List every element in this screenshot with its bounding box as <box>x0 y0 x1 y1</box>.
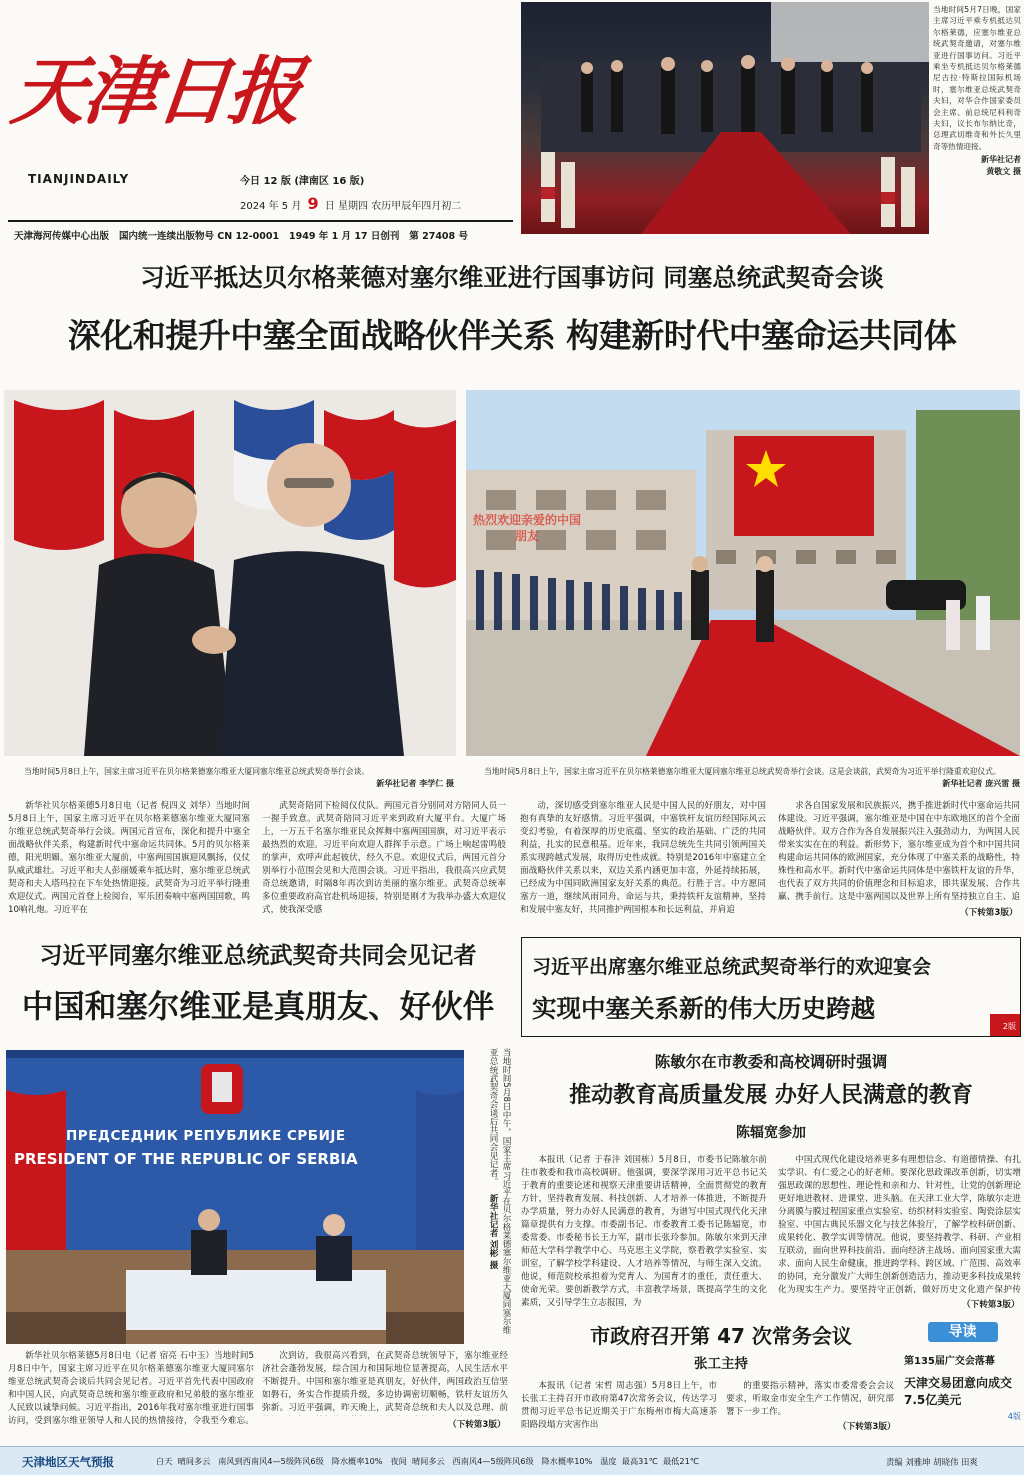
press-caption-text: 当地时间5月8日中午，国家主席习近平在贝尔格莱德塞尔维亚大厦同塞尔维亚总统武契奇会谈后共同会见记者。 <box>488 1048 511 1335</box>
airport-arrival-photo <box>521 2 929 234</box>
airport-scene-illustration <box>521 2 929 234</box>
banquet-headline-main: 实现中塞关系新的伟大历史跨越 <box>532 994 875 1023</box>
handshake-illustration <box>4 390 456 756</box>
date-suffix: 日 星期四 农历甲辰年四月初二 <box>324 201 462 212</box>
lead-headline-primary: 习近平抵达贝尔格莱德对塞尔维亚进行国事访问 同塞总统武契奇会谈 <box>140 263 884 292</box>
council-continued: （下转第3版） <box>838 1422 896 1432</box>
ceremony-caption <box>484 766 1020 790</box>
lead-article-col-4: 求各自国家发展和民族振兴，携手推进新时代中塞命运共同体建设。习近平强调，塞尔维亚是中国在中东欧地区的首个全面战略伙伴。双方合作为各自发展振兴注入强劲动力，为两国人民带来实实在在的利益。新形势下，塞尔维亚成为首个和中国共同构建命运共同体的欧洲国家，充分体现了中塞关系的战略性，特殊性和高水平。新时代中塞命运共同体是中塞铁杆友谊的升华，也代表了双方共同的价值理念和目标追求，即共谋发展、合作共赢、携手前行。这是中塞两国以及世界上所有坚持独立自主、追 <box>778 801 1020 902</box>
handshake-caption-text: 当地时间5月8日上午，国家主席习近平在贝尔格莱德塞尔维亚大厦同塞尔维亚总统武契奇举行会谈。 <box>24 767 370 776</box>
weather-text: 白天 晴间多云 南风到西南风4—5级阵风6级 降水概率10% 夜间 晴间多云 西南风4—5级阵风6级 降水概率10% 温度 最高31℃ 最低21℃ <box>156 1456 699 1466</box>
weather-bar <box>0 1446 1024 1475</box>
education-col-2: 中国式现代化建设培养更多有理想信念、有道德情操、有扎实学识、有仁爱之心的好老师。要深化思政课改革创新，切实增强思政课的思想性、理论性和亲和力、针对性，让党的创新理论更好地进教材、进课堂、进头脑。在天津工业大学，陈敏尔走进分离膜与膜过程国家重点实验室、纺织材料实验室、陶瓷涂层实验室、中国古典民乐器文化与技艺体验厅，了解学校科研创新、成果转化、教学实训等情况。他说，要坚持教学、科研、产业相互联动，面向世界科技前沿、面向经济主战场、面向国家重大需求、面向人民生命健康，推进跨学科、跨区域、广范围、高效率的协同，充分激发广大师生创新创造活力，推动更多科技成果转化为现实生产力。要坚持守正创新，做好历史文化遗产保护传 <box>778 1155 1021 1295</box>
cn-number: 国内统一连续出版物号 CN 12-0001 <box>118 231 280 242</box>
publisher: 天津海河传媒中心出版 <box>14 231 110 242</box>
council-col-2: 的重要指示精神，落实市委常委会会议要求，听取金市安全生产工作情况，研究部署下一步工作。 <box>726 1381 894 1417</box>
date-day: 9 <box>307 194 319 213</box>
airport-credit-org: 新华社记者 <box>981 155 1021 165</box>
education-col-1: 本报讯（记者 于春沣 刘国栋）5月8日，市委书记陈敏尔前往市教委和我市高校调研。他强调，要深学深用习近平总书记关于教育的重要论述和视察天津重要讲话精神，全面贯彻党的教育方针，坚持教育发展、科技创新、人才培养一体推进，不断提升办学质量，努力办好人民满意的教育，为谱写中国式现代化天津篇章提供有力支撑。市委副书记、市委教育工委书记陈辐宽，市委常委、市委秘书长王力军，副市长张玲参加。陈敏尔来到天津师范大学科学教学中心、马克思主义学院，察看教学实验室、实训室，了解学校学科建设、人才培养等情况，与师生深入交流。他说，师范院校承担着为党育人、为国育才的重任，责任重大、使命光荣。要创新教学方式，丰富教学场景，既提高学生的文化素质，又引导学生立志报国，为 <box>521 1155 767 1308</box>
airport-credit-name: 黄敬文 摄 <box>986 167 1021 177</box>
handshake-caption <box>24 766 454 790</box>
council-col-1: 本报讯（记者 宋哲 周志强）5月8日上午，市长张工主持召开市政府第47次常务会议，传达学习贯彻习近平总书记近期关于广东梅州市梅大高速茶阳路段塌方灾害作出 <box>521 1381 717 1430</box>
press-sign-cyrillic: ПРЕДСЕДНИК РЕПУБЛИКЕ СРБИЈЕ <box>66 1128 346 1144</box>
publication-info <box>14 228 468 242</box>
issue-number: 第 27408 号 <box>409 231 468 242</box>
press-photo-caption <box>470 1048 512 1340</box>
airport-caption-text: 当地时间5月7日晚，国家主席习近平乘专机抵达贝尔格莱德，应塞尔维亚总统武契奇邀请，对塞尔维亚进行国事访问。习近平乘坐专机抵达贝尔格莱德尼古拉·特斯拉国际机场时，塞尔维亚总统武契奇夫妇，对华合作国家委员会主席、前总统尼科利奇夫妇，议长布尔纳比奇，总理武切维奇和外长久里奇等热情迎接。 <box>933 5 1021 151</box>
press-continued: （下转第3版） <box>448 1420 506 1430</box>
masthead-english-name: TIANJINDAILY <box>28 172 130 186</box>
masthead-divider <box>8 220 513 222</box>
date-prefix: 2024 年 5 月 <box>240 201 302 212</box>
education-continued: （下转第3版） <box>962 1300 1020 1310</box>
education-headline: 推动教育高质量发展 办好人民满意的教育 <box>569 1083 973 1108</box>
lead-article-col-2: 武契奇陪同下检阅仪仗队。两国元首分别同对方陪同人员一一握手致意。武契奇陪同习近平来到政府大厦平台。大厦广场上，一万五千名塞尔维亚民众挥舞中塞两国国旗，对习近平表示最热烈的欢迎。习近平向欢迎人群挥手示意。广场上响起雷鸣般的掌声，欢呼声此起彼伏，经久不息。欢迎仪式后，两国元首分别举行小范围会见和大范围会谈。习近平指出，我很高兴应武契奇总统邀请，时隔8年再次到访美丽的塞尔维亚。武契奇总统率多位重要政府高官赴机场迎接，特别是刚才为我举办盛大欢迎仪式，使我深受感 <box>262 801 506 915</box>
founded-date: 1949 年 1 月 17 日创刊 <box>289 231 400 242</box>
ceremony-caption-text: 当地时间5月8日上午，国家主席习近平在贝尔格莱德塞尔维亚大厦同塞尔维亚总统武契奇举行会谈。这是会谈前，武契奇为习近平举行隆重欢迎仪式。 <box>484 767 1001 776</box>
guide-item-1[interactable]: 第135届广交会落幕 <box>904 1356 995 1367</box>
guide-item-2[interactable]: 天津交易团意向成交7.5亿美元 <box>904 1376 1013 1407</box>
lead-continued: （下转第3版） <box>960 908 1018 918</box>
press-conference-photo <box>6 1050 464 1344</box>
welcome-ceremony-illustration <box>466 390 1020 756</box>
banquet-box <box>521 937 1021 1037</box>
editor-credits: 责编 刘雅坤 胡晓伟 田爽 <box>886 1457 978 1467</box>
lead-article-col-1: 新华社贝尔格莱德5月8日电（记者 倪四义 刘华）当地时间5月8日上午，国家主席习近平在贝尔格莱德塞尔维亚大厦同塞尔维亚总统武契奇举行会谈。两国元首宣布，深化和提升中塞全面战略伙伴关系，构建新时代中塞命运共同体。5月的贝尔格莱德，阳光明媚。塞尔维亚大厦前，中塞两国国旗迎风飘扬，仪仗队威武雄壮。习近平和夫人彭丽媛乘车抵达时，塞尔维亚总统武契奇和夫人塔玛拉在下车处热情迎接。武契奇为习近平举行隆重欢迎仪式。两国元首登上检阅台，军乐团奏响中塞两国国歌，鸣10响礼炮。习近平在 <box>8 801 250 915</box>
banquet-page-ref: 2版 <box>1002 1022 1016 1031</box>
press-headline-main: 中国和塞尔维亚是真朋友、好伙伴 <box>21 989 495 1025</box>
press-caption-credit: 新华社记者 刘彬 摄 <box>488 1194 498 1270</box>
weather-title: 天津地区天气预报 <box>22 1455 114 1469</box>
ceremony-credit: 新华社记者 庞兴雷 摄 <box>942 779 1020 788</box>
lead-article-col-3: 动，深切感受到塞尔维亚人民是中国人民的好朋友，对中国抱有真挚的友好感情。习近平强调，中塞铁杆友谊历经国际风云变幻考验，有着深厚的历史底蕴、坚实的政治基础、广泛的共同利益，扎实的民意根基。近年来，我同总统先生共同引领两国关系实现跨越式发展，取得历史性成就。特别是2016年中塞建立全面战略伙伴关系以来，双边关系内涵更加丰富，外延持续拓展，已经成为中国同欧洲国家友好关系的典范。行胜于言。中方愿同塞方一道，继续风雨同舟，命运与共，秉持铁杆友谊精神，坚持和发展中塞友好，共同推护两国根本和长远利益，并肩追 <box>520 801 766 915</box>
press-headline-primary: 习近平同塞尔维亚总统武契奇共同会见记者 <box>39 943 477 969</box>
council-headline: 市政府召开第 47 次常务会议 <box>590 1324 852 1348</box>
airport-photo-caption <box>933 4 1021 246</box>
press-article-col-2: 次到访，我很高兴看到，在武契奇总统领导下，塞尔维亚经济社会蓬勃发展，综合国力和国际地位显著提高，人民生活水平不断提升。中国和塞尔维亚是真朋友，好伙伴，两国政治互信坚如磐石，务实合作提质升级，多边协调密切顺畅，铁杆友谊历久弥新。习近平强调，昨天晚上，武契奇总统和夫人以及总理、前 <box>262 1351 508 1413</box>
date-line <box>240 194 461 213</box>
guide-box <box>904 1322 1021 1432</box>
council-subhead: 张工主持 <box>694 1356 748 1372</box>
edition-info: 今日 12 版 (津南区 16 版) <box>240 176 365 187</box>
masthead <box>0 0 515 245</box>
education-kicker: 陈敏尔在市教委和高校调研时强调 <box>654 1053 888 1071</box>
lead-headline-main: 深化和提升中塞全面战略伙伴关系 构建新时代中塞命运共同体 <box>67 316 957 355</box>
education-subhead: 陈辐宽参加 <box>736 1125 806 1141</box>
guide-title[interactable]: 导读 <box>928 1322 998 1342</box>
press-sign-english: PRESIDENT OF THE REPUBLIC OF SERBIA <box>14 1150 358 1168</box>
banquet-headline-primary: 习近平出席塞尔维亚总统武契奇举行的欢迎宴会 <box>532 956 932 978</box>
press-article-col-1: 新华社贝尔格莱德5月8日电（记者 宿亮 石中玉）当地时间5月8日中午，国家主席习近平在贝尔格莱德塞尔维亚大厦同塞尔维亚总统武契奇会谈后共同会见记者。习近平首先代表中国政府和中国人民，向武契奇总统和塞尔维亚政府和兄弟般的塞尔维亚人民致以诚挚问候。习近平指出，2016年我对塞尔维亚进行国事访问，受到塞尔维亚领导人和人民的热情接待，令我至今难忘。 <box>8 1351 254 1426</box>
welcome-ceremony-photo <box>466 390 1020 756</box>
welcome-banner: 热烈欢迎亲爱的中国朋友 <box>472 513 581 543</box>
guide-page-ref[interactable]: 4版 <box>1007 1412 1021 1421</box>
press-conference-illustration <box>6 1050 464 1344</box>
handshake-credit: 新华社记者 李学仁 摄 <box>376 779 454 788</box>
masthead-logo: 天津日报 <box>7 49 305 135</box>
banquet-page-tag <box>990 1014 1020 1036</box>
handshake-photo <box>4 390 456 756</box>
